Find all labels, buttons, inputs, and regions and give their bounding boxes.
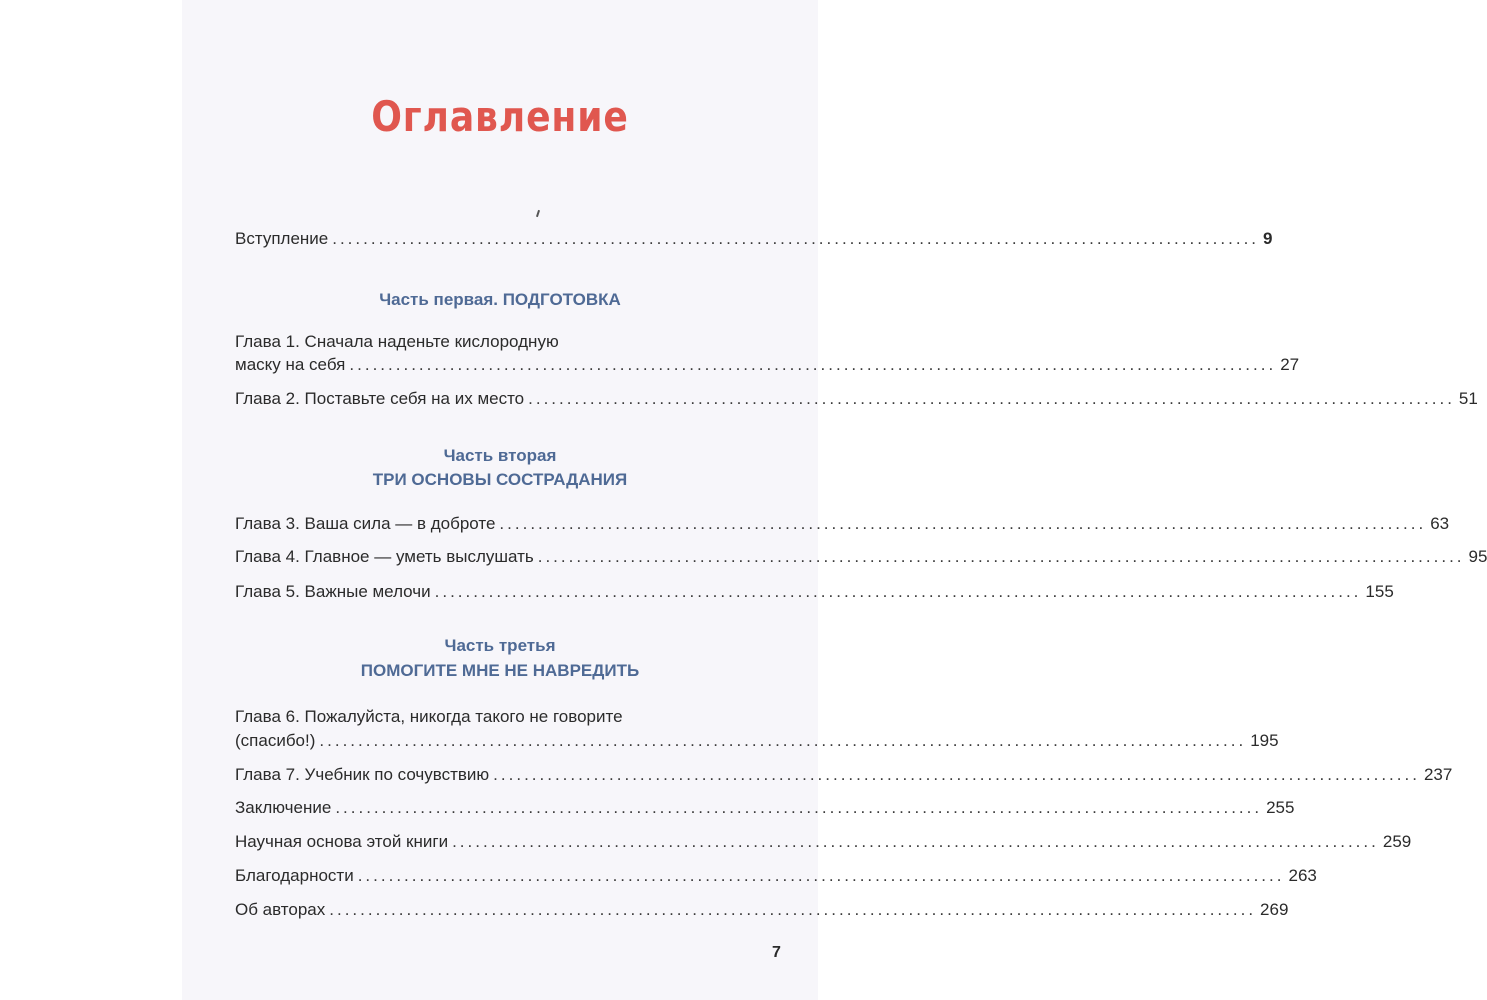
dot-leader: ........................................................................................................................: [349, 355, 1277, 374]
entry-page: 263: [1288, 866, 1317, 885]
dot-leader: ........................................................................................................................: [332, 229, 1260, 248]
dot-leader: ........................................................................................................................: [537, 547, 1465, 566]
entry-page: 259: [1382, 832, 1412, 851]
part-3-heading-line1: Часть третья: [444, 636, 556, 655]
toc-entry-ch6[interactable]: [235, 731, 1279, 753]
entry-page: 51: [1458, 389, 1478, 408]
entry-page: 195: [1250, 731, 1279, 750]
page-number: 7: [772, 944, 781, 961]
print-speck: [536, 210, 540, 217]
dot-leader: ........................................................................................................................: [528, 389, 1455, 408]
part-1-heading: Часть первая. ПОДГОТОВКА: [379, 290, 621, 309]
toc-entry-ch1-line1[interactable]: Глава 1. Сначала наденьте кислородную: [235, 332, 559, 351]
toc-title: Оглавление: [371, 92, 629, 141]
entry-label: Вступление: [235, 229, 329, 248]
entry-page: 63: [1430, 514, 1450, 533]
toc-entry-thanks[interactable]: [235, 866, 1317, 888]
toc-entry-ch4[interactable]: [235, 547, 1487, 569]
entry-label: Глава 4. Главное — уметь выслушать: [235, 547, 534, 566]
dot-leader: ........................................................................................................................: [493, 765, 1420, 784]
entry-label: Благодарности: [235, 866, 354, 885]
toc-entry-conclusion[interactable]: [235, 798, 1295, 820]
book-page: [182, 0, 1487, 1000]
entry-page: 255: [1266, 798, 1295, 817]
entry-label: Об авторах: [235, 900, 326, 919]
entry-label: Глава 3. Ваша сила — в доброте: [235, 514, 496, 533]
toc-entry-authors[interactable]: [235, 900, 1289, 922]
toc-entry-science[interactable]: [235, 832, 1412, 854]
entry-page: 27: [1280, 355, 1300, 374]
toc-entry-ch2[interactable]: [235, 389, 1478, 411]
entry-page: 237: [1423, 765, 1453, 784]
dot-leader: ........................................................................................................................: [335, 798, 1263, 817]
dot-leader: ........................................................................................................................: [357, 866, 1285, 885]
entry-label: маску на себя: [235, 355, 346, 374]
entry-page: 155: [1365, 582, 1394, 601]
toc-entry-ch1[interactable]: [235, 355, 1300, 377]
entry-page: 269: [1260, 900, 1289, 919]
part-2-heading-line2: ТРИ ОСНОВЫ СОСТРАДАНИЯ: [372, 470, 628, 489]
entry-page: 95: [1468, 547, 1487, 566]
toc-entry-ch7[interactable]: [235, 765, 1453, 787]
dot-leader: ........................................................................................................................: [434, 582, 1362, 601]
part-3-heading-line2: ПОМОГИТЕ МНЕ НЕ НАВРЕДИТЬ: [360, 661, 640, 680]
dot-leader: ........................................................................................................................: [329, 900, 1257, 919]
entry-label: Глава 7. Учебник по сочувствию: [235, 765, 490, 784]
dot-leader: ........................................................................................................................: [499, 514, 1427, 533]
entry-label: Научная основа этой книги: [235, 832, 449, 851]
entry-label: (спасибо!): [235, 731, 316, 750]
entry-page: 9: [1263, 229, 1273, 248]
dot-leader: ........................................................................................................................: [452, 832, 1379, 851]
entry-label: Глава 2. Поставьте себя на их место: [235, 389, 525, 408]
toc-entry-ch3[interactable]: [235, 514, 1450, 536]
toc-entry-intro[interactable]: [235, 229, 1273, 251]
part-2-heading-line1: Часть вторая: [443, 446, 557, 465]
dot-leader: ........................................................................................................................: [319, 731, 1247, 750]
toc-entry-ch6-line1[interactable]: Глава 6. Пожалуйста, никогда такого не говорите: [235, 707, 623, 726]
entry-label: Глава 5. Важные мелочи: [235, 582, 431, 601]
toc-entry-ch5[interactable]: [235, 582, 1394, 604]
entry-label: Заключение: [235, 798, 332, 817]
